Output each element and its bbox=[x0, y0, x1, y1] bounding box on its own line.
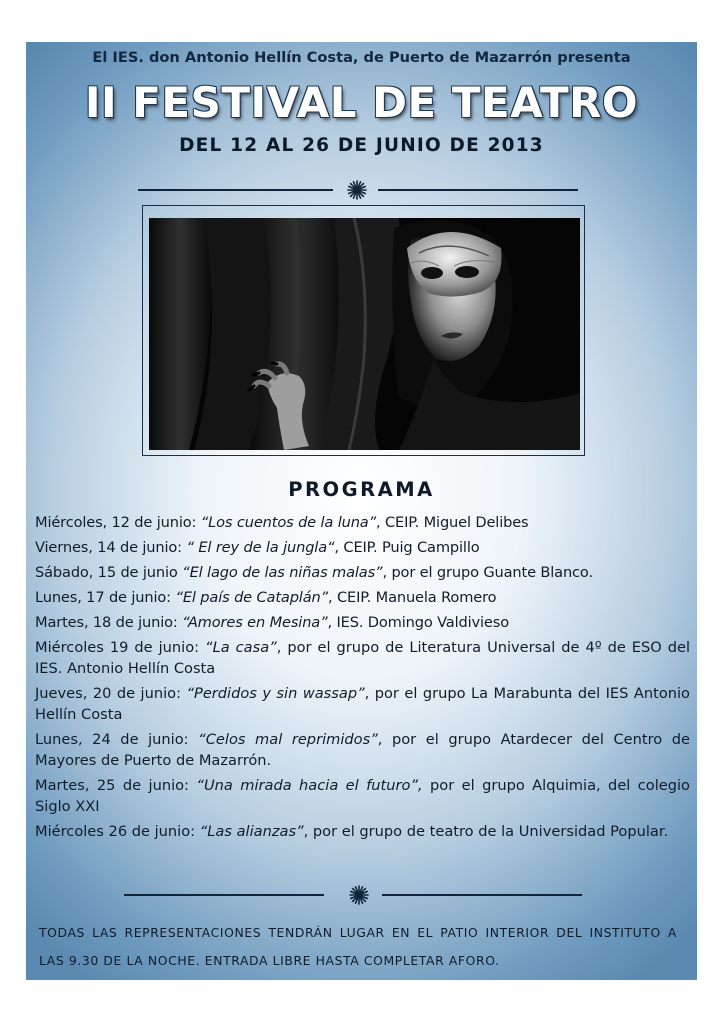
play-title: “La casa” bbox=[205, 639, 277, 656]
program-date: Viernes, 14 de junio: bbox=[35, 539, 182, 556]
program-date: Lunes, 17 de junio: bbox=[35, 589, 171, 606]
festival-title: II FESTIVAL DE TEATRO bbox=[84, 78, 639, 127]
play-company: , IES. Domingo Valdivieso bbox=[327, 614, 509, 631]
program-list bbox=[35, 512, 690, 846]
play-company: , por el grupo de teatro de la Universidad Popular. bbox=[303, 823, 669, 840]
program-date: Jueves, 20 de junio: bbox=[35, 685, 181, 702]
play-company: , CEIP. Puig Campillo bbox=[334, 539, 480, 556]
divider-line-right bbox=[378, 189, 578, 191]
play-title: “ El rey de la jungla“ bbox=[186, 539, 335, 556]
program-date: Miércoles, 12 de junio: bbox=[35, 514, 197, 531]
sunburst-icon bbox=[349, 885, 369, 905]
program-item bbox=[35, 537, 690, 558]
program-item bbox=[35, 612, 690, 633]
program-item bbox=[35, 587, 690, 608]
program-item bbox=[35, 637, 690, 679]
play-company: , CEIP. Miguel Delibes bbox=[376, 514, 529, 531]
play-company: , por el grupo Guante Blanco. bbox=[382, 564, 593, 581]
program-item bbox=[35, 821, 690, 842]
program-date: Sábado, 15 de junio bbox=[35, 564, 178, 581]
presenter-line: El IES. don Antonio Hellín Costa, de Puerto de Mazarrón presenta bbox=[92, 49, 631, 66]
program-heading: PROGRAMA bbox=[288, 478, 435, 501]
venue-note: TODAS LAS REPRESENTACIONES TENDRÁN LUGAR EN EL PATIO INTERIOR DEL INSTITUTO A LAS 9.30 DE LA NOCHE. ENTRADA LIBRE HASTA COMPLETAR AFORO. bbox=[39, 925, 677, 968]
program-date: Miércoles 19 de junio: bbox=[35, 639, 200, 656]
play-company: , por el grupo La Marabunta del IES Antonio Hellín Costa bbox=[35, 685, 690, 723]
divider-line-right bbox=[382, 894, 582, 896]
program-item bbox=[35, 512, 690, 533]
theatre-mask-illustration bbox=[149, 218, 580, 450]
play-title: “El país de Cataplán” bbox=[175, 589, 329, 606]
play-company: , CEIP. Manuela Romero bbox=[328, 589, 497, 606]
program-date: Miércoles 26 de junio: bbox=[35, 823, 196, 840]
play-title: “Los cuentos de la luna” bbox=[200, 514, 376, 531]
program-item bbox=[35, 562, 690, 583]
program-item bbox=[35, 775, 690, 817]
photo-frame bbox=[142, 205, 585, 456]
play-company: , por el grupo de Literatura Universal de 4º de ESO del IES. Antonio Hellín Costa bbox=[35, 639, 691, 677]
sunburst-icon bbox=[347, 180, 367, 200]
program-item bbox=[35, 683, 690, 725]
play-title: “Las alianzas” bbox=[199, 823, 304, 840]
bottom-ornament-divider bbox=[124, 885, 582, 905]
play-title: “Perdidos y sin wassap” bbox=[186, 685, 365, 702]
program-date: Lunes, 24 de junio: bbox=[35, 731, 189, 748]
festival-dates: DEL 12 AL 26 DE JUNIO DE 2013 bbox=[179, 135, 544, 156]
play-title: “Una mirada hacia el futuro”, bbox=[196, 777, 423, 794]
divider-line-left bbox=[124, 894, 324, 896]
divider-line-left bbox=[138, 189, 333, 191]
play-title: “Amores en Mesina” bbox=[182, 614, 328, 631]
program-date: Martes, 25 de junio: bbox=[35, 777, 189, 794]
top-ornament-divider bbox=[138, 180, 580, 200]
play-title: “El lago de las niñas malas” bbox=[182, 564, 383, 581]
program-date: Martes, 18 de junio: bbox=[35, 614, 178, 631]
play-company: por el grupo Alquimia, del colegio Siglo XXI bbox=[35, 777, 690, 815]
festival-poster bbox=[26, 42, 697, 980]
play-company: , por el grupo Atardecer del Centro de Mayores de Puerto de Mazarrón. bbox=[35, 731, 691, 769]
program-item bbox=[35, 729, 690, 771]
masked-woman-behind-curtain-image bbox=[149, 218, 580, 450]
play-title: “Celos mal reprimidos” bbox=[198, 731, 378, 748]
